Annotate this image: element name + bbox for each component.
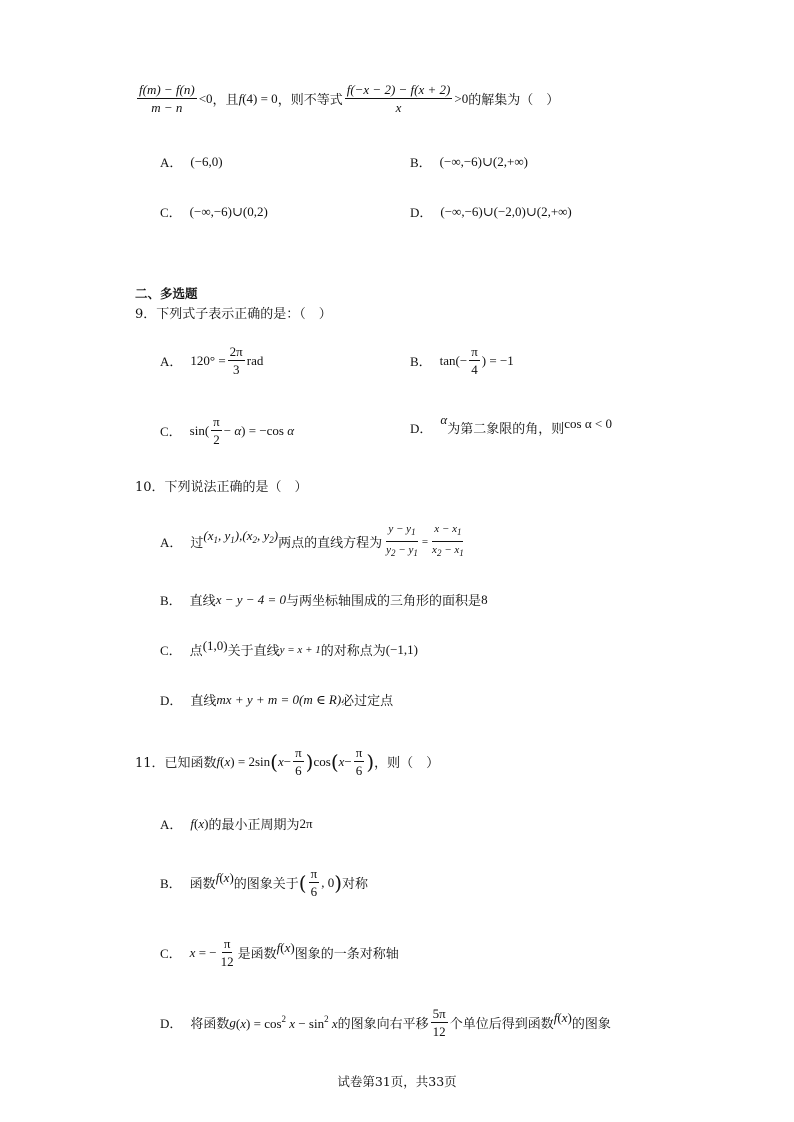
q9-option-d: D． α 为第二象限的角，则 cos α < 0 xyxy=(410,411,612,437)
section-title: 二、多选题 xyxy=(135,286,198,301)
q8-fraction-inequality: $\frac{f(-x - 2) - f(x + 2)}{x}$ xyxy=(346,82,451,115)
q8-option-c-value: (−∞,−6)∪(0,2) xyxy=(189,203,268,219)
q9-stem: 9．下列式子表示正确的是：（ ） xyxy=(135,307,332,322)
q9-option-c: C． sin( $\frac{\pi}{2}$ − α) = −cos α xyxy=(160,414,295,447)
q8-suffix-text: 的解集为（ ） xyxy=(468,93,560,108)
q10-option-c: C． 点 (1,0) 关于直线 y = x + 1 的对称点为 (−1,1) xyxy=(160,637,419,659)
q8-option-a: A． (−6,0) xyxy=(160,153,223,170)
q8-option-b-value: (−∞,−6)∪(2,+∞) xyxy=(439,153,528,169)
q8-stem-line: $\frac{f(m) - f(n)}{m - n}$ <0 ，且 f (4) = 0 ，则不等式 $\frac{f(-x - 2) - f(x + 2)}{x}$ >0 的解集为（ ） xyxy=(139,82,560,115)
q11-option-a: A． f (x) 的最小正周期为 2π xyxy=(160,815,313,833)
q8-option-a-value: (−6,0) xyxy=(190,153,223,169)
page-footer: 试卷第31页，共33页 xyxy=(337,1074,457,1089)
q8-middle-text: ，则不等式 xyxy=(277,93,343,108)
q9-option-b: B． tan(− $\frac{\pi}{4}$ ) = −1 xyxy=(410,344,514,377)
q10-option-d: D． 直线 mx + y + m = 0(m ∈ R) 必过定点 xyxy=(160,691,394,709)
q10-stem: 10．下列说法正确的是（ ） xyxy=(135,480,308,495)
q11-option-b: B． 函数 f (x) 的图象关于 ( $\frac{\pi}{6}$ , 0 ) 对称 xyxy=(160,866,369,899)
q8-fraction-condition: $\frac{f(m) - f(n)}{m - n}$ xyxy=(139,82,195,115)
q11-option-c: C． x = − $\frac{\pi}{12}$ 是函数 f (x) 图象的一条对称轴 xyxy=(160,936,399,969)
q11-option-d: D． 将函数 g $(x) = \cos^2 x - \sin^2 x$ 的图象向右平移 $\frac{5\pi}{12}$ 个单位后得到函数 f (x) 的图象 xyxy=(160,1006,611,1039)
q11-stem: 11．已知函数 f (x) = 2sin ( x − $\frac{\pi}{6}$ ) cos ( x − $\frac{\pi}{6}$ ) ，则（ ） xyxy=(135,745,440,778)
q8-option-d-value: (−∞,−6)∪(−2,0)∪(2,+∞) xyxy=(440,203,572,219)
q8-prefix-text: ，且 xyxy=(212,93,239,108)
q10-option-b: B． 直线 x − y − 4 = 0 与两坐标轴围成的三角形的面积是 8 xyxy=(160,591,488,609)
q8-option-d: D． (−∞,−6)∪(−2,0)∪(2,+∞) xyxy=(410,203,572,220)
q8-option-c: C． (−∞,−6)∪(0,2) xyxy=(160,203,268,220)
q10-option-a: A． 过 ($x_1$, $y_1),(x_2$, $y_2$) 两点的直线方程为 $\frac{y - y_1}{y_2 - y_1}$ = $\frac{x - x_1}{x_2 - x_1}$ xyxy=(160,523,464,558)
q8-option-b: B． (−∞,−6)∪(2,+∞) xyxy=(410,153,528,170)
q9-option-a: A． 120° = $\frac{2\pi}{3}$ rad xyxy=(160,344,264,377)
